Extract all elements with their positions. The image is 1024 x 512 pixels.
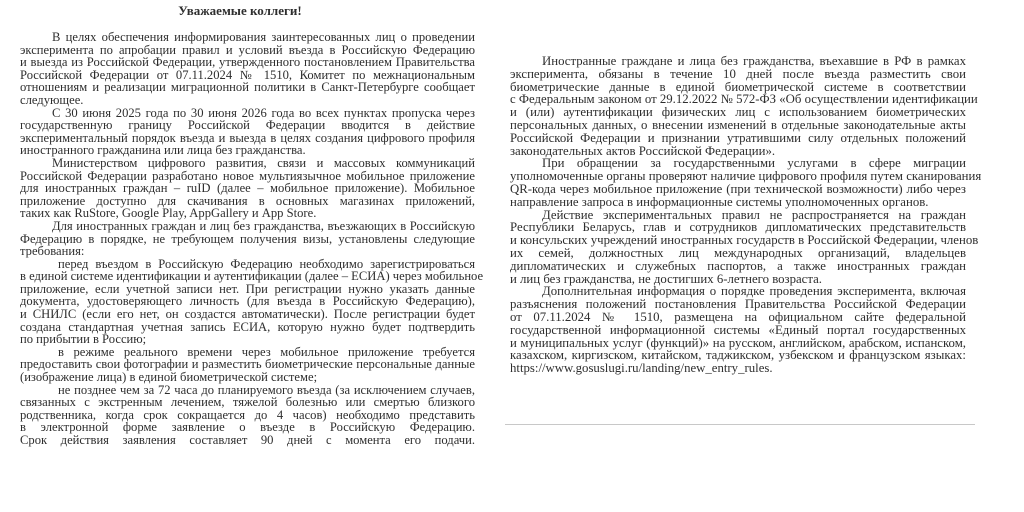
- text-line: Дополнительная информация о порядке проведения эксперимента, включая: [542, 284, 966, 299]
- text-line: и СНИЛС (если его нет, он создастся автоматически). После регистрации будет: [20, 307, 475, 322]
- text-line: биометрические данные в единой биометрической системе в соответствии: [510, 79, 966, 94]
- text-line: законодательных актов Российской Федерации».: [510, 143, 776, 158]
- paragraph: [510, 207, 979, 286]
- paragraph: [510, 54, 978, 158]
- text-line: связанных с экстренным лечением, тяжелой болезнью или смертью близкого: [20, 395, 475, 410]
- text-line: эксперимента, обязаны в течение 10 дней после въезда разместить свои: [510, 66, 966, 81]
- text-line: казахском, киргизском, китайском, таджикском, узбекском и французском языках:: [510, 348, 966, 363]
- text-line: государственной информационной системы «Единый портал государственных: [510, 322, 966, 337]
- paragraph: [20, 157, 475, 220]
- text-line: Республики Беларусь, глав и сотрудников дипломатических представительств: [510, 220, 966, 235]
- right-column: [510, 54, 982, 376]
- text-line: государственную границу Российской Федерации вводится в действие: [20, 118, 475, 133]
- text-line: таких как RuStore, Google Play, AppGallery и App Store.: [20, 206, 317, 221]
- text-line: Российской Федерации от 07.11.2024 № 1510, Комитет по межнациональным: [20, 67, 475, 82]
- text-line: и (или) аутентификации физических лиц с использованием биометрических: [510, 105, 966, 120]
- text-line: С 30 июня 2025 года по 30 июня 2026 года во всех пунктах пропуска через: [52, 105, 475, 120]
- text-line: не позднее чем за 72 часа до планируемого въезда (за исключением случаев,: [58, 382, 475, 397]
- paragraph: [20, 220, 475, 258]
- text-line: Российской Федерации и признании утратившими силу отдельных положений: [510, 130, 966, 145]
- text-line: родственника, когда срок сокращается до 4 часов) необходимо представить: [20, 407, 475, 422]
- text-line: (изображение лица) в единой биометрической системе;: [20, 370, 318, 385]
- text-line: с Федеральным законом от 29.12.2022 № 572-ФЗ «Об осуществлении идентификации: [510, 92, 978, 107]
- text-line: приложение доступно для скачивания в основных магазинах приложений,: [20, 193, 475, 208]
- text-line: и выезда из Российской Федерации, утвержденного постановлением Правительства: [20, 55, 475, 70]
- text-line: следующее.: [20, 92, 84, 107]
- text-line: в режиме реального времени через мобильное приложение требуется: [58, 344, 475, 359]
- text-line: и консульских учреждений иностранных государств в Российской Федерации, членов: [510, 233, 979, 248]
- text-line: иностранного гражданина или лица без гражданства.: [20, 143, 306, 158]
- paragraph: [510, 284, 966, 374]
- text-line: QR-кода через мобильное приложение (при технической возможности) либо через: [510, 181, 966, 196]
- text-line: При обращении за государственными услугами в сфере миграции: [542, 156, 966, 171]
- text-line: перед въездом в Российскую Федерацию необходимо зарегистрироваться: [58, 256, 475, 271]
- paragraph: [510, 156, 982, 209]
- text-line: Федерацию в порядке, не требующем получения визы, установлены следующие: [20, 231, 475, 246]
- text-line: персональных данных, о внесении изменений в отдельные законодательные акты: [510, 117, 966, 132]
- text-line: эксперимента по апробации правил и условий въезда в Российскую Федерацию: [20, 42, 475, 57]
- text-line: дипломатических и служебных паспортов, а также иностранных граждан: [510, 258, 966, 273]
- paragraph: [20, 256, 484, 347]
- text-line: приложение, если учетной записи нет. При регистрации нужно указать данные: [20, 281, 475, 296]
- text-line: для иностранных граждан – ruID (далее – мобильное приложение). Мобильное: [20, 181, 475, 196]
- text-line: направление запроса в информационные системы уполномоченных органов.: [510, 194, 929, 209]
- left-column: [20, 30, 484, 447]
- text-line: экспериментальный порядок въезда и выезда в целях создания цифрового профиля: [20, 130, 475, 145]
- text-line: и лиц без гражданства, не достигших 6-летнего возраста.: [510, 271, 822, 286]
- text-line: в единой системе идентификации и аутентификации (далее – ЕСИА) через мобильное: [20, 269, 484, 284]
- text-line: от 07.11.2024 № 1510, размещена на официальном сайте федеральной: [510, 309, 966, 324]
- paragraph: [20, 346, 475, 384]
- text-line: Срок действия заявления составляет 90 дней с момента его подачи.: [20, 433, 475, 447]
- text-line: разъяснения положений постановления Правительства Российской Федерации: [510, 297, 966, 312]
- paragraph: [20, 384, 475, 447]
- text-line: Министерством цифрового развития, связи и массовых коммуникаций: [52, 155, 475, 170]
- text-line: их семей, должностных лиц международных организаций, владельцев: [510, 245, 966, 260]
- text-line[interactable]: https://www.gosuslugi.ru/landing/new_entry_rules.: [510, 361, 773, 376]
- text-line: уполномоченные органы проверяют наличие цифрового профиля путем сканирования: [510, 169, 982, 184]
- text-line: требования:: [20, 244, 85, 259]
- text-line: Российской Федерации разработано новое мультиязычное мобильное приложение: [20, 168, 475, 183]
- text-line: документа, удостоверяющего личность (для въезда в Российскую Федерацию),: [20, 294, 475, 309]
- letter-greeting: Уважаемые коллеги!: [178, 3, 302, 18]
- text-line: отношениям и реализации миграционной политики в Санкт-Петербурге сообщает: [20, 80, 475, 95]
- paragraph: [20, 107, 475, 157]
- text-line: по прибытии в Россию;: [20, 332, 147, 347]
- scan-edge-line: [505, 424, 975, 425]
- text-line: Действие экспериментальных правил не распространяется на граждан: [542, 207, 966, 222]
- text-line: и муниципальных услуг (функций)» на русском, английском, арабском, испанском,: [510, 335, 966, 350]
- text-line: Для иностранных граждан и лиц без гражданства, въезжающих в Российскую: [52, 218, 475, 233]
- text-line: В целях обеспечения информирования заинтересованных лиц о проведении: [52, 30, 475, 44]
- paragraph: [20, 31, 475, 107]
- text-line: создана стандартная учетная запись ЕСИА, которую нужно будет подтвердить: [20, 319, 475, 334]
- text-line: Иностранные граждане и лица без гражданства, въехавшие в РФ в рамках: [542, 54, 966, 68]
- text-line: в электронной форме заявление о въезде в Российскую Федерацию.: [20, 420, 475, 435]
- text-line: предоставить свои фотографии и разместить биометрические персональные данные: [20, 357, 475, 372]
